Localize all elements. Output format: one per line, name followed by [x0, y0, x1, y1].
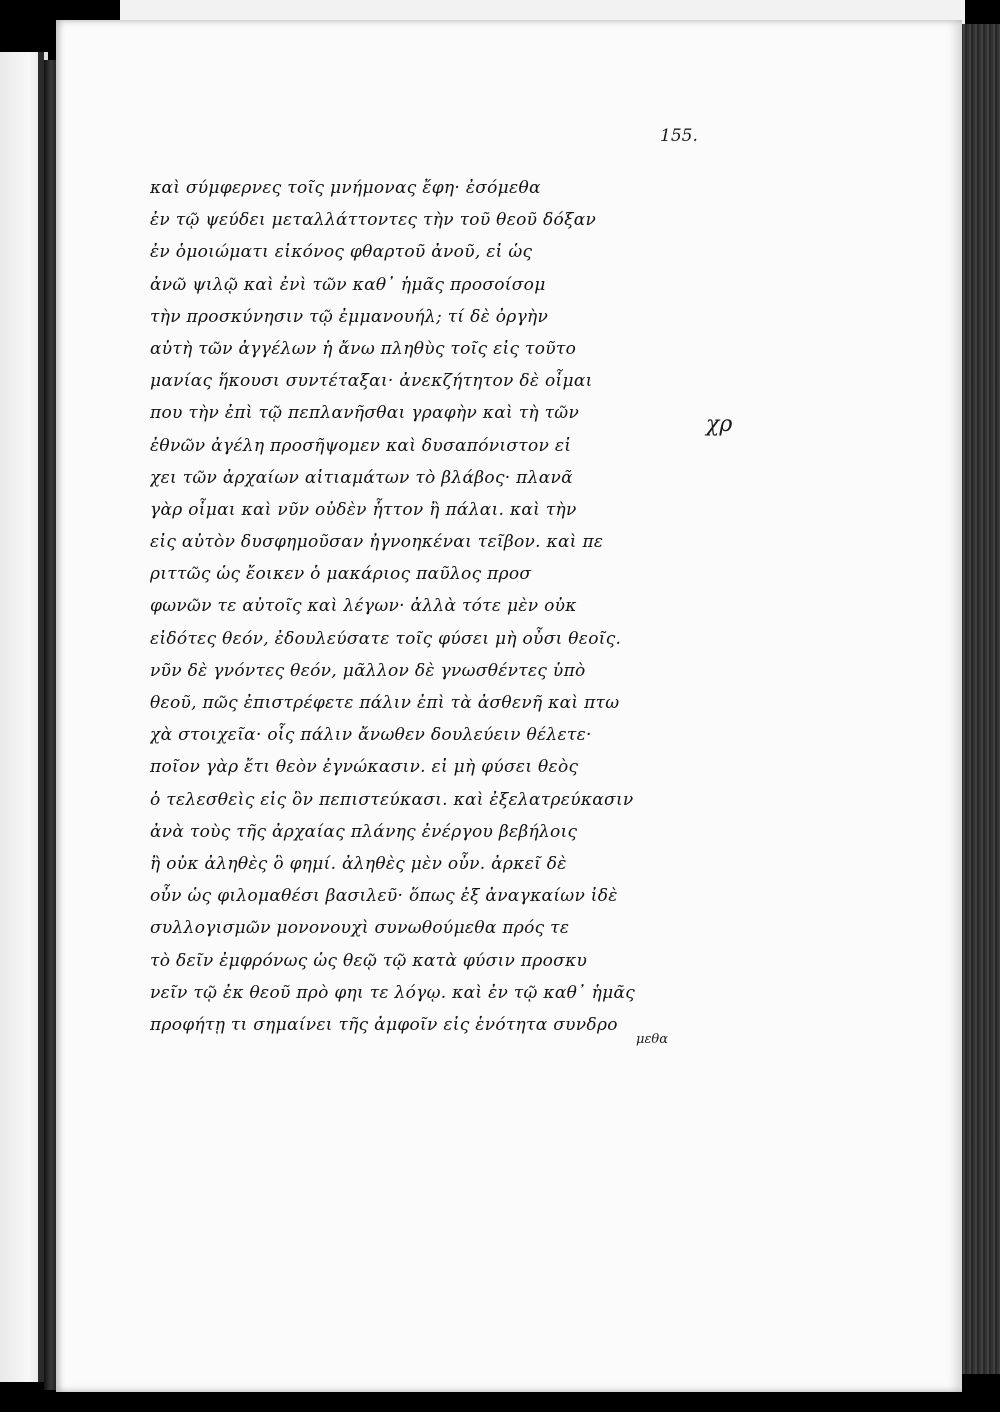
text-line: ἢ οὐκ ἀληθὲς ὃ φημί. ἀληθὲς μὲν οὖν. ἀρκεῖ δὲ	[150, 853, 567, 874]
text-line: ριττῶς ὡς ἔοικεν ὁ μακάριος παῦλος προσ	[150, 564, 532, 585]
text-line: που τὴν ἐπὶ τῷ πεπλανῆσθαι γραφὴν καὶ τὴ τῶν	[150, 403, 580, 424]
text-line: ἐν τῷ ψεύδει μεταλλάττοντες τὴν τοῦ θεοῦ δόξαν	[150, 210, 597, 231]
book-page-edges	[962, 24, 1000, 1374]
text-line: τὸ δεῖν ἐμφρόνως ὡς θεῷ τῷ κατὰ φύσιν προσκυ	[150, 950, 588, 971]
text-line: ἀνῶ ψιλῷ καὶ ἐνὶ τῶν καθ᾽ ἡμᾶς προσοίσομ	[150, 274, 546, 295]
folio-number: 155.	[660, 126, 698, 146]
text-line: νεῖν τῷ ἐκ θεοῦ πρὸ φηι τε λόγῳ. καὶ ἐν τῷ καθ᾽ ἡμᾶς	[150, 982, 636, 1003]
manuscript-text-block	[150, 172, 695, 1041]
text-line: εἰς αὐτὸν δυσφημοῦσαν ἠγνοηκέναι τεῖβον. καὶ πε	[150, 532, 604, 553]
text-line: χὰ στοιχεῖα· οἷς πάλιν ἄνωθεν δουλεύειν θέλετε·	[150, 725, 592, 746]
margin-note: χρ	[706, 412, 733, 437]
text-line: αὐτὴ τῶν ἀγγέλων ἡ ἄνω πληθὺς τοῖς εἰς τοῦτο	[150, 338, 577, 359]
text-line: ποῖον γὰρ ἔτι θεὸν ἐγνώκασιν. εἰ μὴ φύσει θεὸς	[150, 757, 579, 778]
text-line: τὴν προσκύνησιν τῷ ἐμμανουήλ; τί δὲ ὀργὴν	[150, 306, 549, 327]
text-line: συλλογισμῶν μονονουχὶ συνωθούμεθα πρός τε	[150, 918, 570, 939]
text-line: χει τῶν ἀρχαίων αἰτιαμάτων τὸ βλάβος· πλανᾶ	[150, 467, 573, 488]
text-line: εἰδότες θεόν, ἐδουλεύσατε τοῖς φύσει μὴ οὖσι θεοῖς.	[150, 628, 622, 649]
catchword: μεθα	[636, 1032, 669, 1047]
text-line: προφήτῃ τι σημαίνει τῆς ἀμφοῖν εἰς ἑνότητα συνδρο	[150, 1014, 618, 1035]
text-line: φωνῶν τε αὐτοῖς καὶ λέγων· ἀλλὰ τότε μὲν οὐκ	[150, 596, 577, 617]
text-line: ὁ τελεσθεὶς εἰς ὃν πεπιστεύκασι. καὶ ἐξελατρεύκασιν	[150, 789, 634, 810]
text-line: θεοῦ, πῶς ἐπιστρέφετε πάλιν ἐπὶ τὰ ἀσθενῆ καὶ πτω	[150, 693, 620, 713]
text-line: ἀνὰ τοὺς τῆς ἀρχαίας πλάνης ἐνέργου βεβήλοις	[150, 821, 578, 842]
text-line: νῦν δὲ γνόντες θεόν, μᾶλλον δὲ γνωσθέντες ὑπὸ	[150, 660, 586, 681]
text-line: γὰρ οἶμαι καὶ νῦν οὐδὲν ἧττον ἢ πάλαι. καὶ τὴν	[150, 499, 577, 520]
text-line: μανίας ἥκουσι συντέταξαι· ἀνεκζήτητον δὲ οἶμαι	[150, 371, 593, 392]
text-line: ἐθνῶν ἀγέλη προσῆψομεν καὶ δυσαπόνιστον εἰ	[150, 435, 572, 456]
text-line: ἐν ὁμοιώματι εἰκόνος φθαρτοῦ ἀνοῦ, εἰ ὡς	[150, 242, 533, 263]
text-line: οὖν ὡς φιλομαθέσι βασιλεῦ· ὅπως ἐξ ἀναγκαίων ἰδὲ	[150, 886, 618, 907]
text-line: καὶ σύμφερνες τοῖς μνήμονας ἔφη· ἐσόμεθα	[150, 178, 541, 198]
